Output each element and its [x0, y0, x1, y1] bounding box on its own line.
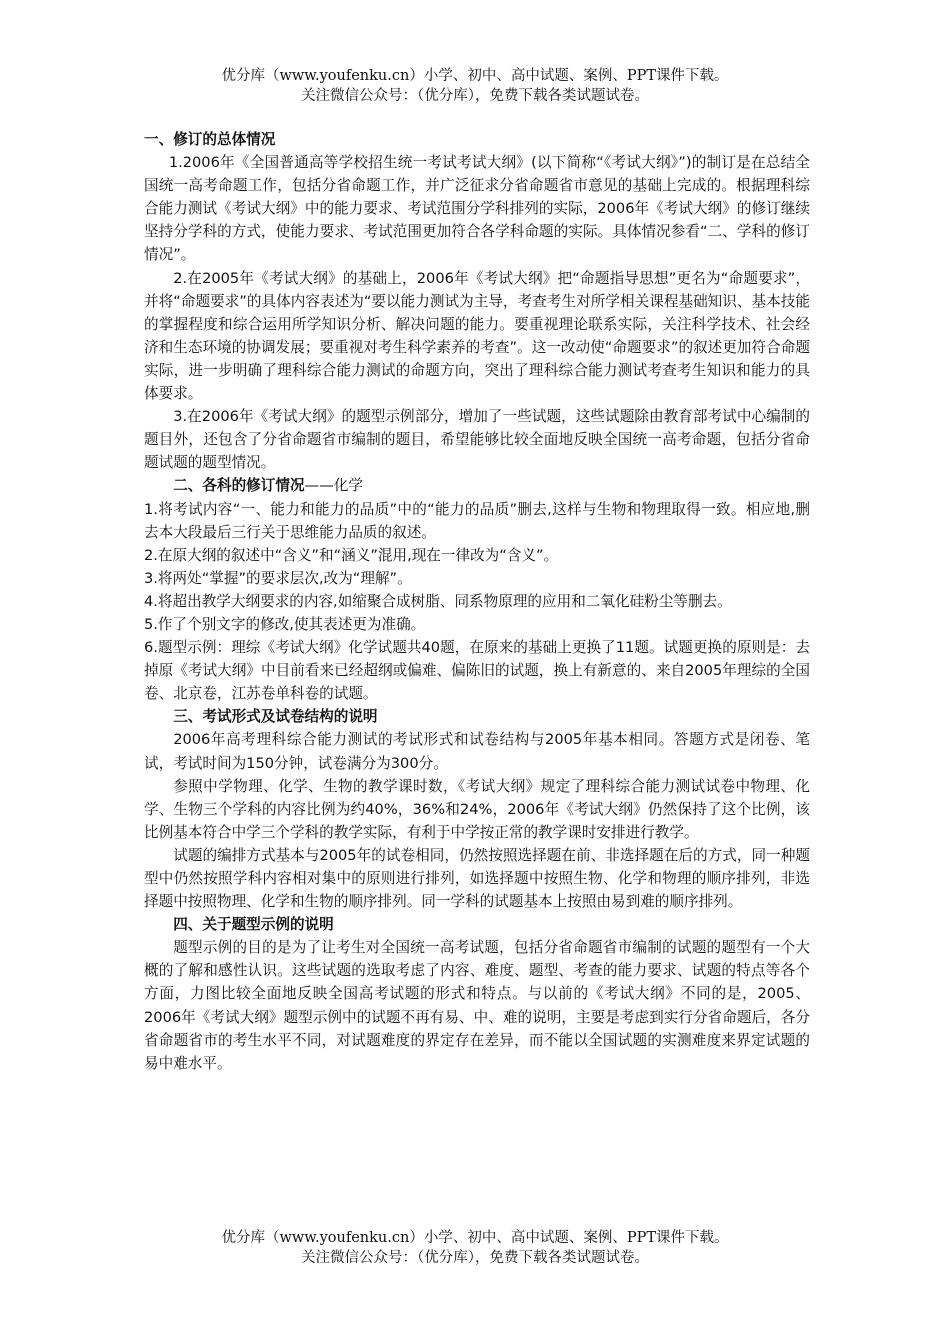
header-line-2: 关注微信公众号：（优分库），免费下载各类试题试卷。: [301, 88, 649, 104]
section-4-paragraph-1: 题型示例的目的是为了让考生对全国统一高考试题，包括分省命题省市编制的试题的题型有一个大概的了解和感性认识。这些试题的选取考虑了内容、难度、题型、考查的能力要求、试题的特点等各个方面，力图比较全面地反映全国高考试题的形式和特点。与以前的《考试大纲》不同的是，2005、2006年《考试大纲》题型示例中的试题不再有易、中、难的说明，主要是考虑到实行分省命题后，各分省命题省市的考生水平不同，对试题难度的界定存在差异，而不能以全国试题的实测难度来界定试题的易中难水平。: [144, 939, 810, 1072]
page-footer-banner: [0, 1228, 950, 1268]
section-1-paragraph-1: 1.2006年《全国普通高等学校招生统一考试考试大纲》(以下简称“《考试大纲》”)的制订是在总结全国统一高考命题工作，包括分省命题工作，并广泛征求分省命题省市意见的基础上完成的。根据理科综合能力测试《考试大纲》中的能力要求、考试范围分学科排列的实际，2006年《考试大纲》的修订继续坚持分学科的方式，使能力要求、考试范围更加符合各学科命题的实际。具体情况参看“二、学科的修订情况”。: [144, 154, 810, 264]
section-2-item-5: 5.作了个别文字的修改,使其表述更为准确。: [144, 615, 426, 633]
section-1-paragraph-2: 2.在2005年《考试大纲》的基础上，2006年《考试大纲》把“命题指导思想”更名为“命题要求”，并将“命题要求”的具体内容表述为“要以能力测试为主导，考查考生对所学相关课程基础知识、基本技能的掌握程度和综合运用所学知识分析、解决问题的能力。要重视理论联系实际，关注科学技术、社会经济和生态环境的协调发展；要重视对考生科学素养的考查”。这一改动使“命题要求”的叙述更加符合命题实际，进一步明确了理科综合能力测试的命题方向，突出了理科综合能力测试考查考生知识和能力的具体要求。: [144, 269, 810, 403]
section-2-item-4: 4.将超出教学大纲要求的内容,如缩聚合成树脂、同系物原理的应用和二氧化硅粉尘等删去。: [144, 592, 732, 610]
section-2-heading-row: [144, 474, 810, 497]
section-2-item-3: 3.将两处“掌握”的要求层次,改为“理解”。: [144, 569, 412, 587]
section-2-subject: ——化学: [304, 477, 363, 495]
section-2-item-6: 6.题型示例：理综《考试大纲》化学试题共40题，在原来的基础上更换了11题。试题更换的原则是：去掉原《考试大纲》中目前看来已经超纲或偏难、偏陈旧的试题，换上有新意的、来自2005年理综的全国卷、北京卷，江苏卷单科卷的试题。: [144, 639, 810, 703]
section-3-heading: 三、考试形式及试卷结构的说明: [173, 708, 378, 726]
section-3-paragraph-2: 参照中学物理、化学、生物的教学课时数，《考试大纲》规定了理科综合能力测试试卷中物理、化学、生物三个学科的内容比例为约40%，36%和24%，2006年《考试大纲》仍然保持了这个比例，该比例基本符合中学三个学科的教学实际，有利于中学按正常的教学课时安排进行教学。: [144, 777, 810, 841]
header-line-1: 优分库（www.youfenku.cn）小学、初中、高中试题、案例、PPT课件下载。: [221, 68, 729, 84]
section-2-item-2: 2.在原大纲的叙述中“含义”和“涵义”混用,现在一律改为“含义”。: [144, 546, 559, 564]
section-1-heading: 一、修订的总体情况: [144, 131, 276, 148]
section-3-paragraph-3: 试题的编排方式基本与2005年的试卷相同，仍然按照选择题在前、非选择题在后的方式，同一种题型中仍然按照学科内容相对集中的原则进行排列，如选择题中按照生物、化学和物理的顺序排列，非选择题中按照物理、化学和生物的顺序排列。同一学科的试题基本上按照由易到难的顺序排列。: [144, 846, 810, 911]
page-header-banner: [0, 66, 950, 106]
section-4-heading: 四、关于题型示例的说明: [173, 916, 334, 934]
section-2-item-1: 1.将考试内容“一、能力和能力的品质”中的“能力的品质”删去,这样与生物和物理取得一致。相应地,删去本大段最后三行关于思维能力品质的叙述。: [144, 500, 810, 541]
section-2-heading: 二、各科的修订情况: [173, 477, 305, 495]
footer-line-1: 优分库（www.youfenku.cn）小学、初中、高中试题、案例、PPT课件下载。: [221, 1230, 729, 1246]
footer-line-2: 关注微信公众号：（优分库），免费下载各类试题试卷。: [301, 1250, 649, 1266]
section-1-paragraph-3: 3.在2006年《考试大纲》的题型示例部分，增加了一些试题，这些试题除由教育部考试中心编制的题目外，还包含了分省命题省市编制的题目，希望能够比较全面地反映全国统一高考命题，包括分省命题试题的题型情况。: [144, 408, 810, 472]
section-3-paragraph-1: 2006年高考理科综合能力测试的考试形式和试卷结构与2005年基本相同。答题方式是闭卷、笔试，考试时间为150分钟，试卷满分为300分。: [144, 731, 810, 772]
document-body: [144, 128, 810, 1075]
